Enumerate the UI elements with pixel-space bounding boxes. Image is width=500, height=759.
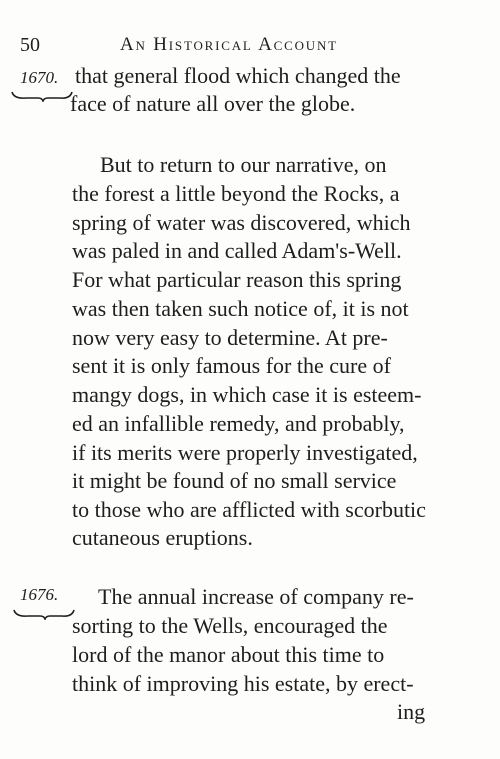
paragraph-2-line-2: the forest a little beyond the Rocks, a bbox=[72, 181, 400, 206]
paragraph-2-line-7: now very easy to determine. At pre- bbox=[72, 325, 388, 350]
paragraph-3-line-3: lord of the manor about this time to bbox=[72, 642, 385, 667]
paragraph-2-line-5: For what particular reason this spring bbox=[72, 267, 402, 292]
paragraph-2-line-4: was paled in and called Adam's-Well. bbox=[72, 238, 402, 263]
paragraph-1-line-1: that general flood which changed the bbox=[75, 63, 401, 88]
paragraph-2-line-13: to those who are afflicted with scorbutic bbox=[72, 497, 426, 522]
paragraph-3-line-1: The annual increase of company re- bbox=[98, 584, 414, 609]
page-number: 50 bbox=[20, 34, 40, 56]
paragraph-2-line-9: mangy dogs, in which case it is esteem- bbox=[72, 382, 422, 407]
margin-year-1676: 1676. bbox=[20, 585, 59, 604]
paragraph-2-line-3: spring of water was discovered, which bbox=[72, 210, 411, 235]
paragraph-2-line-8: sent it is only famous for the cure of bbox=[72, 353, 391, 378]
paragraph-3-line-2: sorting to the Wells, encouraged the bbox=[72, 613, 388, 638]
margin-brace-1676 bbox=[12, 608, 76, 620]
margin-year-1670: 1670. bbox=[20, 68, 59, 87]
page-header bbox=[20, 34, 440, 58]
paragraph-2-line-10: ed an infallible remedy, and probably, bbox=[72, 411, 405, 436]
catchword: ing bbox=[397, 699, 426, 724]
paragraph-2-line-6: was then taken such notice of, it is not bbox=[72, 296, 409, 321]
paragraph-2-line-12: it might be found of no small service bbox=[72, 468, 397, 493]
paragraph-3-line-4: think of improving his estate, by erect- bbox=[72, 671, 414, 696]
paragraph-2-line-14: cutaneous eruptions. bbox=[72, 525, 253, 550]
running-head: An Historical Account bbox=[120, 34, 338, 55]
paragraph-2-line-1: But to return to our narrative, on bbox=[100, 152, 387, 177]
paragraph-1-line-2: face of nature all over the globe. bbox=[70, 91, 356, 116]
paragraph-2-line-11: if its merits were properly investigated, bbox=[72, 440, 418, 465]
margin-brace-1670 bbox=[10, 90, 74, 102]
